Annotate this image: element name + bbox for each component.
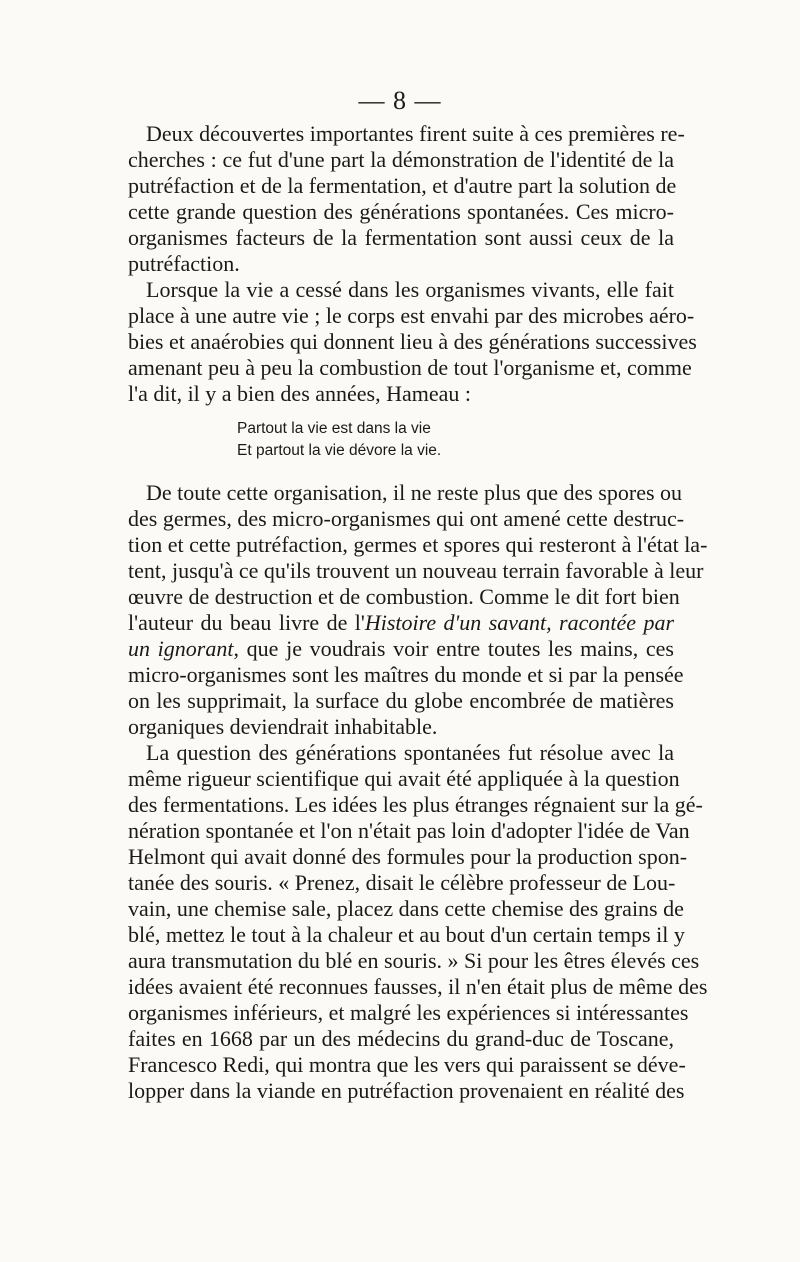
text-line: putréfaction.	[128, 251, 240, 276]
text-line: Lorsque la vie a cessé dans les organismes vivants, elle fait	[146, 277, 674, 302]
text-line: organiques deviendrait inhabitable.	[128, 714, 438, 739]
text-line: vain, une chemise sale, placez dans cette chemise des grains de	[128, 896, 684, 921]
text-line: l'a dit, il y a bien des années, Hameau :	[128, 381, 472, 406]
page-number: — 8 —	[358, 86, 442, 115]
text-line: des fermentations. Les idées les plus étranges régnaient sur la gé-	[128, 792, 703, 817]
text-segment: , que je voudrais voir entre toutes les mains, ces	[233, 636, 674, 661]
text-line: La question des générations spontanées fut résolue avec la	[146, 740, 674, 765]
text-line: œuvre de destruction et de combustion. Comme le dit fort bien	[128, 584, 680, 609]
paragraph-1	[128, 121, 685, 277]
text-line: Helmont qui avait donné des formules pour la production spon-	[128, 844, 688, 869]
text-line: bies et anaérobies qui donnent lieu à des générations successives	[128, 329, 697, 354]
text-line: faites en 1668 par un des médecins du grand-duc de Toscane,	[128, 1026, 674, 1051]
text-line: aura transmutation du blé en souris. » Si pour les êtres élevés ces	[128, 948, 700, 973]
text-line: cherches : ce fut d'une part la démonstration de l'identité de la	[128, 147, 674, 172]
text-line: cette grande question des générations spontanées. Ces micro-	[128, 199, 674, 224]
text-line: De toute cette organisation, il ne reste plus que des spores ou	[146, 480, 683, 505]
text-line: lopper dans la viande en putréfaction provenaient en réalité des	[128, 1078, 685, 1103]
text-line: tion et cette putréfaction, germes et spores qui resteront à l'état la-	[128, 532, 708, 557]
text-line: même rigueur scientifique qui avait été appliquée à la question	[128, 766, 680, 791]
paragraph-3	[128, 480, 708, 740]
text-line	[128, 610, 674, 636]
book-title-end: un ignorant	[128, 636, 234, 661]
text-line: place à une autre vie ; le corps est envahi par des microbes aéro-	[128, 303, 695, 328]
text-line: des germes, des micro-organismes qui ont amené cette destruc-	[128, 506, 685, 531]
text-line: blé, mettez le tout à la chaleur et au bout d'un certain temps il y	[128, 922, 685, 947]
text-line: nération spontanée et l'on n'était pas loin d'adopter l'idée de Van	[128, 818, 690, 843]
paragraph-4	[128, 740, 708, 1104]
text-line: Deux découvertes importantes firent suite à ces premières re-	[146, 121, 685, 146]
text-line: organismes inférieurs, et malgré les expériences si intéressantes	[128, 1000, 689, 1025]
text-segment: l'auteur du beau livre de l'	[128, 610, 365, 635]
text-line	[128, 636, 674, 662]
text-line: tanée des souris. « Prenez, disait le célèbre professeur de Lou-	[128, 870, 676, 895]
verse-line: Et partout la vie dévore la vie.	[237, 442, 442, 459]
text-line: Francesco Redi, qui montra que les vers qui paraissent se déve-	[128, 1052, 686, 1077]
text-line: idées avaient été reconnues fausses, il n'en était plus de même des	[128, 974, 708, 999]
body-text	[128, 121, 697, 407]
text-line: tent, jusqu'à ce qu'ils trouvent un nouveau terrain favorable à leur	[128, 558, 704, 583]
verse-quote	[237, 418, 577, 462]
text-line: amenant peu à peu la combustion de tout l'organisme et, comme	[128, 355, 692, 380]
text-line: putréfaction et de la fermentation, et d'autre part la solution de	[128, 173, 677, 198]
paragraph-2	[128, 277, 697, 407]
verse-line: Partout la vie est dans la vie	[237, 420, 431, 437]
text-line: on les supprimait, la surface du globe encombrée de matières	[128, 688, 674, 713]
text-line: organismes facteurs de la fermentation sont aussi ceux de la	[128, 225, 674, 250]
text-line: micro-organismes sont les maîtres du monde et si par la pensée	[128, 662, 684, 687]
book-title: Histoire d'un savant, racontée par	[364, 610, 674, 635]
body-text-continued	[128, 480, 708, 1104]
